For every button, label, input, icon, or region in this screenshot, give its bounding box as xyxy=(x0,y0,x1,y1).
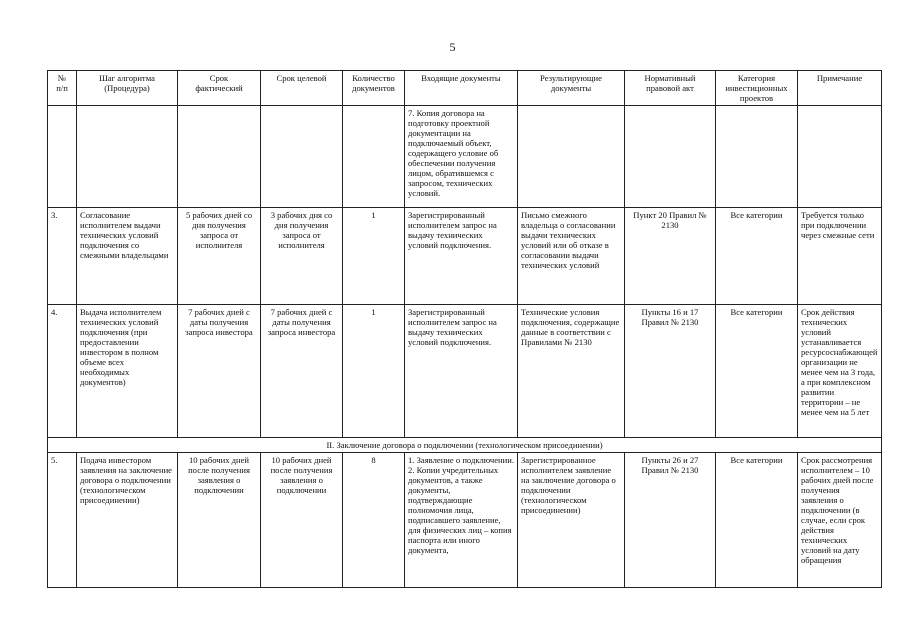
header-category: Категория инвестиционных проектов xyxy=(716,71,798,106)
cell-step xyxy=(77,106,178,208)
header-incoming-docs: Входящие документы xyxy=(405,71,518,106)
cell-legal-act xyxy=(625,106,716,208)
cell-num: 4. xyxy=(48,305,77,438)
cell-doc-count xyxy=(343,106,405,208)
cell-incoming-docs: 7. Копия договора на подготовку проектной документации на подключаемый объект, содержащего условие об обеспечении получения лицом, обратившемся с запросом, технических условий. xyxy=(405,106,518,208)
cell-incoming-docs: Зарегистрированный исполнителем запрос на выдачу технических условий подключения. xyxy=(405,208,518,305)
header-row xyxy=(48,71,882,106)
cell-legal-act: Пункт 20 Правил № 2130 xyxy=(625,208,716,305)
cell-num: 3. xyxy=(48,208,77,305)
header-doc-count: Количество документов xyxy=(343,71,405,106)
cell-legal-act: Пункты 26 и 27 Правил № 2130 xyxy=(625,453,716,588)
cell-category: Все категории xyxy=(716,305,798,438)
table-row xyxy=(48,208,882,305)
cell-note: Срок действия технических условий устанавливается ресурсоснабжающей организации не менее чем на 3 года, а при комплексном развитии территории – не менее чем на 5 лет xyxy=(798,305,882,438)
header-note: Примечание xyxy=(798,71,882,106)
cell-result-docs: Зарегистрированное исполнителем заявление на заключение договора о подключении (технологическом присоединении) xyxy=(518,453,625,588)
cell-category: Все категории xyxy=(716,208,798,305)
header-result-docs: Результирующие документы xyxy=(518,71,625,106)
procedure-table xyxy=(47,70,882,588)
cell-note xyxy=(798,106,882,208)
cell-doc-count: 1 xyxy=(343,208,405,305)
cell-target-term: 7 рабочих дней с даты получения запроса инвестора xyxy=(261,305,343,438)
section-row xyxy=(48,438,882,453)
cell-note: Требуется только при подключении через смежные сети xyxy=(798,208,882,305)
cell-target-term: 3 рабочих дня со дня получения запроса от исполнителя xyxy=(261,208,343,305)
table-row xyxy=(48,453,882,588)
cell-actual-term: 5 рабочих дней со дня получения запроса от исполнителя xyxy=(178,208,261,305)
header-target-term: Срок целевой xyxy=(261,71,343,106)
header-num: № п/п xyxy=(48,71,77,106)
cell-incoming-docs: 1. Заявление о подключении. 2. Копии учредительных документов, а также документы, подтверждающие полномочия лица, подписавшего заявление, для физических лиц – копия паспорта или иного документа, xyxy=(405,453,518,588)
cell-result-docs: Технические условия подключения, содержащие данные в соответствии с Правилами № 2130 xyxy=(518,305,625,438)
cell-legal-act: Пункты 16 и 17 Правил № 2130 xyxy=(625,305,716,438)
cell-doc-count: 8 xyxy=(343,453,405,588)
cell-num: 5. xyxy=(48,453,77,588)
cell-result-docs: Письмо смежного владельца о согласовании выдачи технических условий или об отказе в согласовании выдачи технических условий xyxy=(518,208,625,305)
header-actual-term: Срок фактический xyxy=(178,71,261,106)
cell-incoming-docs: Зарегистрированный исполнителем запрос на выдачу технических условий подключения. xyxy=(405,305,518,438)
cell-category: Все категории xyxy=(716,453,798,588)
header-legal-act: Нормативный правовой акт xyxy=(625,71,716,106)
cell-result-docs xyxy=(518,106,625,208)
cell-step: Подача инвестором заявления на заключение договора о подключении (технологическом присоединении) xyxy=(77,453,178,588)
header-step: Шаг алгоритма (Процедура) xyxy=(77,71,178,106)
cell-target-term: 10 рабочих дней после получения заявления о подключении xyxy=(261,453,343,588)
cell-step: Выдача исполнителем технических условий подключения (при предоставлении инвестором в полном объеме всех необходимых документов) xyxy=(77,305,178,438)
cell-actual-term xyxy=(178,106,261,208)
cell-num xyxy=(48,106,77,208)
table-row xyxy=(48,106,882,208)
cell-step: Согласование исполнителем выдачи технических условий подключения со смежными владельцами xyxy=(77,208,178,305)
page-number: 5 xyxy=(449,40,456,54)
table-row xyxy=(48,305,882,438)
cell-doc-count: 1 xyxy=(343,305,405,438)
cell-actual-term: 10 рабочих дней после получения заявления о подключении xyxy=(178,453,261,588)
section-title: II. Заключение договора о подключении (технологическом присоединении) xyxy=(48,438,882,453)
cell-category xyxy=(716,106,798,208)
cell-target-term xyxy=(261,106,343,208)
cell-actual-term: 7 рабочих дней с даты получения запроса инвестора xyxy=(178,305,261,438)
cell-note: Срок рассмотрения исполнителем – 10 рабочих дней после получения заявления о подключении (в случае, если срок действия технических условий на дату обращения xyxy=(798,453,882,588)
